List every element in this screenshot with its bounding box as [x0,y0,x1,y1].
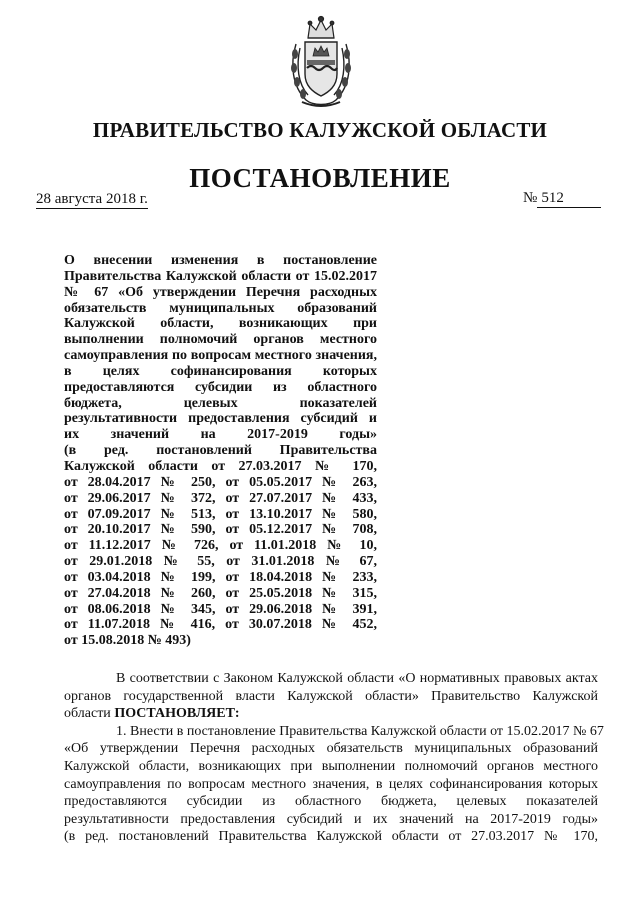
document-type: ПОСТАНОВЛЕНИЕ [189,163,451,193]
document-date: 28 августа 2018 г. [36,191,148,207]
title-line: от 07.09.2017 № 513, от 13.10.2017 № 580, [64,506,377,522]
item-1-line: предоставляются субсидии из областного бюджета, целевых показателей [64,794,598,810]
title-line: обязательств муниципальных образований [64,300,377,316]
document-title [64,253,377,649]
item-1-line: результативности предоставления субсидий и их значений на 2017-2019 годы» [64,811,598,827]
title-line: выполнении полномочий органов местного [64,332,377,348]
title-line: их значений на 2017-2019 годы» [64,427,377,443]
title-line: от 29.06.2017 № 372, от 27.07.2017 № 433, [64,490,377,506]
decree-word: ПОСТАНОВЛЯЕТ: [114,706,240,722]
title-line: Калужской области от 27.03.2017 № 170, [64,458,377,474]
item-1-line: (в ред. постановлений Правительства Калужской области от 27.03.2017 № 170, [64,829,598,845]
government-name: ПРАВИТЕЛЬСТВО КАЛУЖСКОЙ ОБЛАСТИ [92,118,548,142]
title-line: от 29.01.2018 № 55, от 31.01.2018 № 67, [64,554,377,570]
title-line: результативности предоставления субсидий и [64,411,377,427]
kaluga-coat-of-arms-icon [286,14,356,110]
preamble-line: В соответствии с Законом Калужской области «О нормативных правовых актах [116,671,598,686]
title-line: от 27.04.2018 № 260, от 25.05.2018 № 315, [64,585,377,601]
title-line: от 11.12.2017 № 726, от 11.01.2018 № 10, [64,538,377,554]
title-line: бюджета, целевых показателей [64,395,377,411]
title-line: от 20.10.2017 № 590, от 05.12.2017 № 708, [64,522,377,538]
document-number [523,190,607,208]
title-line: О внесении изменения в постановление [64,253,377,268]
title-line: Калужской области, возникающих при [64,316,377,332]
number-sign: № [523,190,538,206]
title-line: № 67 «Об утверждении Перечня расходных [64,284,377,300]
item-1-line: «Об утверждении Перечня расходных обязательств муниципальных образований [64,741,598,757]
item-1-line: самоуправления по вопросам местного значения, в целях софинансирования которых [64,776,598,792]
title-line: от 03.04.2018 № 199, от 18.04.2018 № 233, [64,569,377,585]
number-value: 512 [537,190,601,208]
title-line: предоставляются субсидии из областного [64,379,377,395]
preamble-line [64,705,598,723]
title-line: от 15.08.2018 № 493) [64,633,191,649]
title-line: от 28.04.2017 № 250, от 05.05.2017 № 263, [64,474,377,490]
document-body [64,670,604,846]
title-line: в целях софинансирования которых [64,363,377,379]
item-1-line: Калужской области, возникающих при выполнении полномочий органов местного [64,758,598,774]
title-line: Правительства Калужской области от 15.02.2017 [64,268,377,284]
title-line: (в ред. постановлений Правительства [64,443,377,459]
item-1-line: 1. Внести в постановление Правительства Калужской области от 15.02.2017 № 67 [116,723,604,739]
title-line: от 11.07.2018 № 416, от 30.07.2018 № 452, [64,617,377,633]
title-line: самоуправления по вопросам местного значения, [64,348,377,364]
title-line: от 08.06.2018 № 345, от 29.06.2018 № 391, [64,601,377,617]
preamble-line-start: области [64,706,115,722]
preamble-line: органов государственной власти Калужской области» Правительство Калужской [64,688,598,704]
